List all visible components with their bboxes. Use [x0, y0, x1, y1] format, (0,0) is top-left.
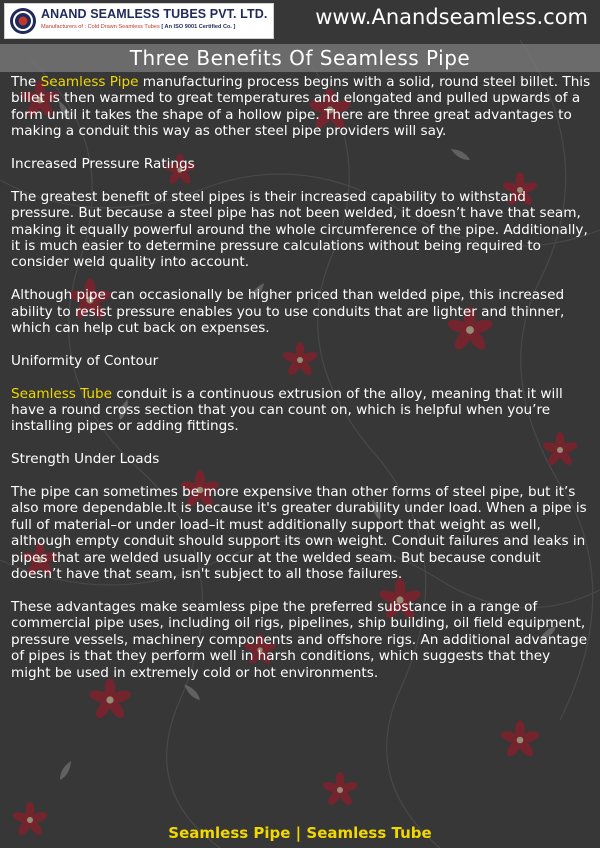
section-heading-contour: Uniformity of Contour [11, 352, 159, 369]
pressure-paragraph-1: The greatest benefit of steel pipes is their increased capability to withstand pressure. But because a steel pipe has not been welded, it doesn’t have that seam, making it equally powerful around the whole circumference of the pipe. Additionally, it is much easier to determine pressure calculations without being required to consider weld quality into account. [11, 188, 588, 271]
company-tagline-cert: [ An ISO 9001 Certified Co. ] [161, 24, 236, 30]
seamless-tube-link[interactable]: Seamless Tube [11, 385, 113, 402]
section-heading-pressure: Increased Pressure Ratings [11, 156, 195, 173]
strength-paragraph-2: These advantages make seamless pipe the preferred substance in a range of commercial pipe uses, including oil rigs, pipelines, ship building, oil field equipment, pressure vessels, machinery components and offshore rigs. An additional advantage of pipes is that they perform well in harsh conditions, which suggests that they might be used in extremely cold or hot environments. [11, 598, 588, 681]
strength-paragraph-1: The pipe can sometimes be more expensive than other forms of steel pipe, but it’s also more dependable.It is because it's greater durability under load. When a pipe is full of material–or under load–it must additionally support that weight as well, although empty conduit should support its own weight. Conduit failures and leaks in pipes that are welded usually occur at the welded seam. But because conduit doesn’t have that seam, isn't subject to all those failures. [11, 484, 587, 583]
company-logo[interactable] [4, 3, 274, 39]
company-tagline [41, 24, 235, 30]
intro-text: manufacturing process begins with a solid, round steel billet. This billet is then warmed to great temperatures and elongated and pulled upwards of a form until it takes the shape of a hollow pipe. There are three great advantages to making a conduit this way as other steel pipe providers will say. [11, 74, 591, 140]
footer-links[interactable]: Seamless Pipe | Seamless Tube [168, 824, 432, 842]
seamless-pipe-link[interactable]: Seamless Pipe [40, 74, 139, 90]
pressure-paragraph-2: Although pipe can occasionally be higher priced than welded pipe, this increased ability to resist pressure enables you to use conduits that are lighter and thinner, which can help cut back on expenses. [11, 287, 565, 337]
contour-paragraph [11, 386, 591, 435]
intro-prefix: The [11, 74, 41, 90]
article-body [11, 74, 591, 697]
company-name: ANAND SEAMLESS TUBES PVT. LTD. [41, 7, 268, 21]
section-heading-strength: Strength Under Loads [11, 451, 160, 468]
company-logo-emblem-icon [9, 7, 37, 35]
company-tagline-products: Manufacturers of : Cold Drawn Seamless Tubes [41, 24, 160, 30]
contour-text: conduit is a continuous extrusion of the alloy, meaning that it will have a round cross section that you can count on, which is helpful when you’re installing pipes or adding fittings. [11, 385, 563, 435]
intro-paragraph [11, 74, 591, 140]
website-link[interactable]: www.Anandseamless.com [315, 5, 588, 29]
page-title: Three Benefits Of Seamless Pipe [129, 46, 471, 70]
header [0, 0, 600, 42]
title-band [0, 44, 600, 72]
